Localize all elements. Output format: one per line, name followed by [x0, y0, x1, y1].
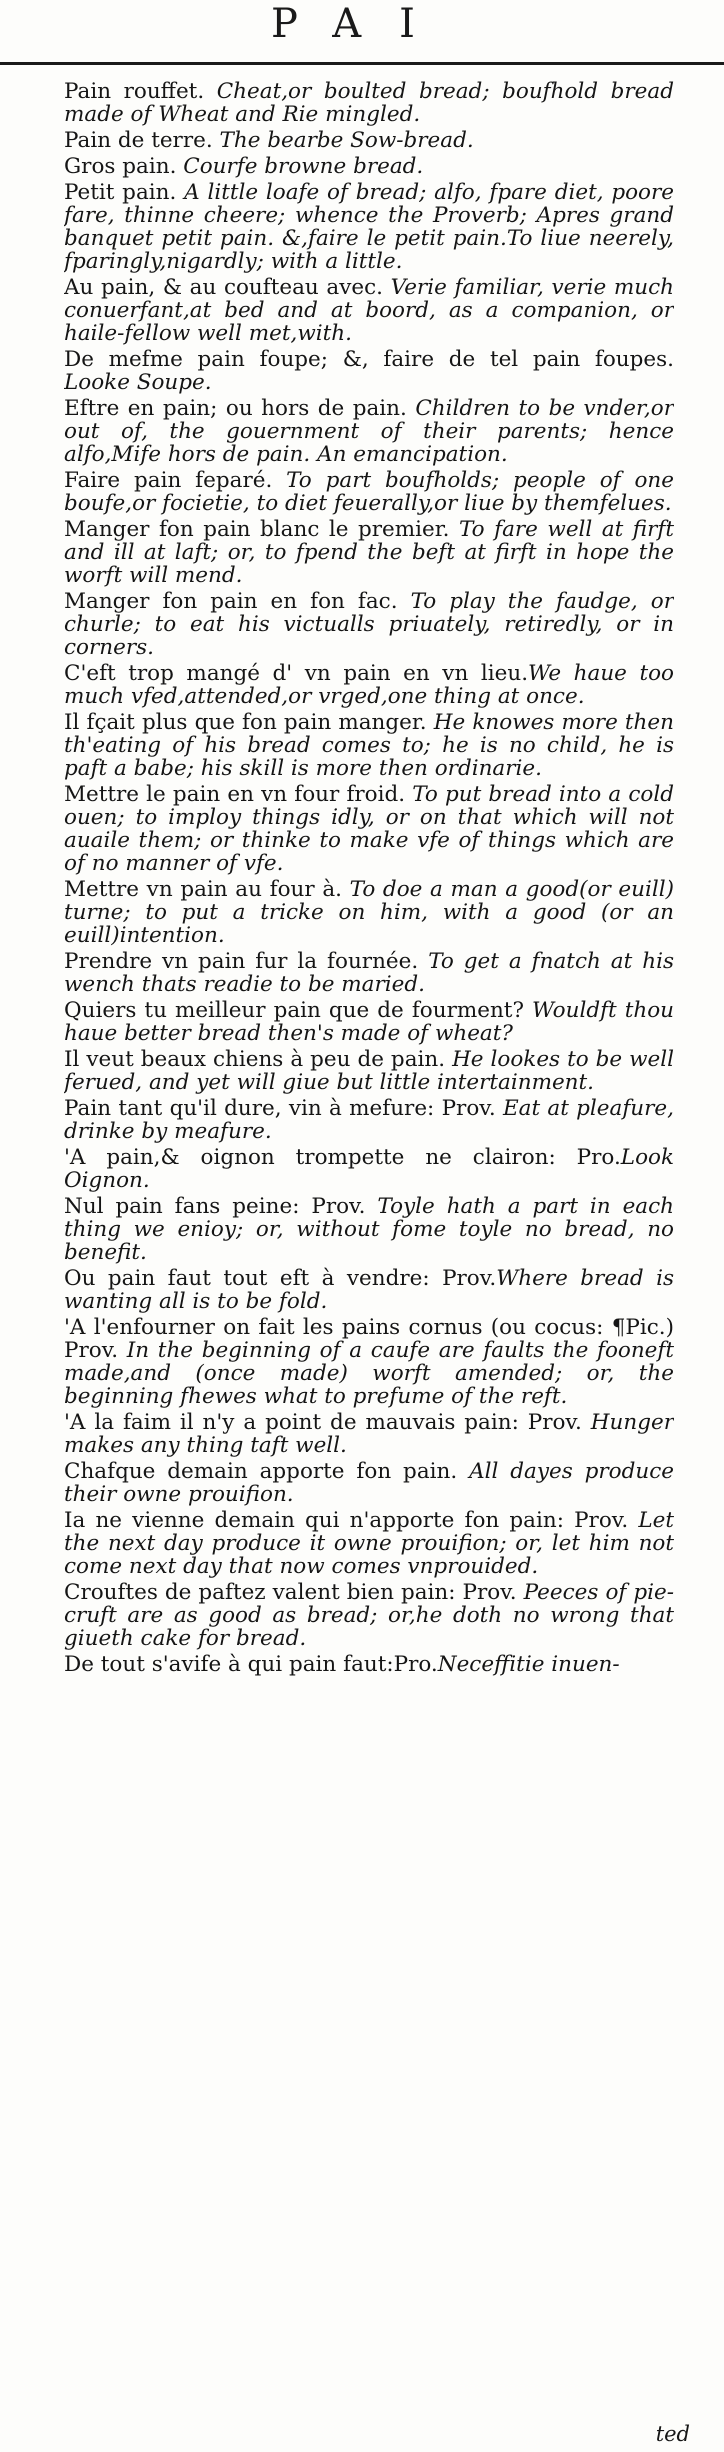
entry-translation: To part boufholds; people of one boufe,or focietie, to diet feuerally,or liue by themfelues.	[64, 468, 674, 516]
entry-headword: Pain de terre.	[64, 128, 220, 153]
entry-headword: Au pain, & au coufteau avec.	[64, 275, 391, 300]
dictionary-entry	[64, 276, 674, 345]
entry-headword: Eftre en pain; ou hors de pain.	[64, 396, 416, 421]
entry-headword: Gros pain.	[64, 154, 184, 179]
entry-translation: To play the faudge, or churle; to eat his victualls priuately, retiredly, or in corners.	[64, 589, 674, 660]
entry-headword: Nul pain fans peine: Prov.	[64, 1194, 378, 1219]
entry-translation: Looke Soupe.	[64, 370, 212, 395]
entry-translation: He knowes more then th'eating of his bread comes to; he is no child, he is paft a babe; his skill is more then ordinarie.	[64, 710, 674, 781]
dictionary-entry	[64, 397, 674, 466]
header-rule	[0, 62, 724, 65]
entry-headword: Il veut beaux chiens à peu de pain.	[64, 1047, 453, 1072]
entry-translation: The bearbe Sow-bread.	[219, 128, 474, 153]
entry-translation: A little loafe of bread; alfo, fpare diet, poore fare, thinne cheere; whence the Proverb; Apres grand banquet petit pain. &,faire le petit pain.To liue neerely, fparingly,nigardly; with a little.	[64, 180, 674, 274]
entry-translation: Hunger makes any thing taft well.	[64, 1410, 674, 1458]
entry-headword: 'A la faim il n'y a point de mauvais pain: Prov.	[64, 1410, 591, 1435]
entry-list	[64, 80, 674, 2445]
entry-headword: Crouftes de paftez valent bien pain: Prov.	[64, 1580, 524, 1605]
dictionary-entry	[64, 590, 674, 659]
dictionary-entry	[64, 1267, 674, 1313]
entry-translation: In the beginning of a caufe are faults the fooneft made,and (once made) worft amended; or, the beginning fhewes what to prefume of the reft.	[64, 1338, 674, 1409]
entry-headword: Ia ne vienne demain qui n'apporte fon pain: Prov.	[64, 1508, 639, 1533]
entry-headword: 'A l'enfourner on fait les pains cornus (ou cocus: ¶Pic.) Prov.	[64, 1315, 674, 1363]
dictionary-entry	[64, 1581, 674, 1650]
entry-headword: Petit pain.	[64, 180, 185, 205]
entry-translation: Peeces of pie-cruft are as good as bread; or,he doth no wrong that giueth cake for bread.	[64, 1580, 674, 1651]
entry-headword: 'A pain,& oignon trompette ne clairon: Pro.	[64, 1145, 621, 1170]
catchword: ted	[655, 2422, 690, 2446]
dictionary-entry	[64, 1460, 674, 1506]
dictionary-entry	[64, 80, 674, 126]
entry-translation: Toyle hath a part in each thing we enioy; or, without fome toyle no bread, no benefit.	[64, 1194, 674, 1265]
dictionary-entry	[64, 129, 674, 152]
entry-headword: Il fçait plus que fon pain manger.	[64, 710, 434, 735]
entry-translation: Neceffitie inuen-	[437, 1652, 620, 1677]
dictionary-entry	[64, 181, 674, 273]
dictionary-entry	[64, 518, 674, 587]
dictionary-entry	[64, 1316, 674, 1408]
dictionary-entry	[64, 662, 674, 708]
dictionary-entry	[64, 1048, 674, 1094]
dictionary-entry	[64, 950, 674, 996]
entry-translation: Wouldft thou haue better bread then's made of wheat?	[64, 998, 674, 1046]
entry-headword: De mefme pain foupe; &, faire de tel pain foupes.	[64, 347, 674, 372]
dictionary-entry	[64, 711, 674, 780]
entry-headword: Manger fon pain en fon fac.	[64, 589, 411, 614]
entry-headword: Pain rouffet.	[64, 80, 217, 104]
dictionary-entry	[64, 155, 674, 178]
entry-headword: Pain tant qu'il dure, vin à mefure: Prov.	[64, 1096, 503, 1121]
entry-headword: Prendre vn pain fur la fournée.	[64, 949, 429, 974]
entry-headword: Mettre vn pain au four à.	[64, 877, 350, 902]
dictionary-entry	[64, 1509, 674, 1578]
entry-headword: Ou pain faut tout eft à vendre: Prov.	[64, 1266, 497, 1291]
entry-headword: Quiers tu meilleur pain que de fourment?	[64, 998, 533, 1023]
entry-translation: Where bread is wanting all is to be fold.	[64, 1266, 674, 1314]
dictionary-entry	[64, 1146, 674, 1192]
dictionary-entry	[64, 1653, 674, 1676]
entry-translation: He lookes to be well ferued, and yet will giue but little intertainment.	[64, 1047, 674, 1095]
dictionary-entry	[64, 348, 674, 394]
dictionary-entry	[64, 1097, 674, 1143]
dictionary-entry	[64, 999, 674, 1045]
dictionary-entry	[64, 1411, 674, 1457]
entry-translation: Let the next day produce it owne prouifion; or, let him not come next day that now comes vnprouided.	[64, 1508, 674, 1579]
entry-headword: Faire pain feparé.	[64, 468, 287, 493]
dictionary-entry	[64, 469, 674, 515]
entry-headword: Manger fon pain blanc le premier.	[64, 517, 459, 542]
page-header: PAI	[271, 1, 453, 47]
entry-translation: To doe a man a good(or euill) turne; to put a tricke on him, with a good (or an euill)intention.	[64, 877, 674, 948]
entry-translation: Cheat,or boulted bread; boufhold bread made of Wheat and Rie mingled.	[64, 80, 674, 127]
entry-translation: Look Oignon.	[64, 1145, 674, 1193]
entry-translation: To fare well at firft and ill at laft; or, to fpend the beft at firft in hope the worft will mend.	[64, 517, 674, 588]
entry-translation: Verie familiar, verie much conuerfant,at bed and at boord, as a companion, or haile-fellow well met,with.	[64, 275, 674, 346]
entry-translation: Children to be vnder,or out of, the gouernment of their parents; hence alfo,Mife hors de pain. An emancipation.	[64, 396, 674, 467]
dictionary-entry	[64, 878, 674, 947]
dictionary-entry	[64, 1195, 674, 1264]
entry-translation: To get a fnatch at his wench thats readie to be maried.	[64, 949, 674, 997]
entry-headword: Mettre le pain en vn four froid.	[64, 782, 413, 807]
entry-translation: We haue too much vfed,attended,or vrged,one thing at once.	[64, 661, 674, 709]
entry-translation: To put bread into a cold ouen; to imploy things idly, or on that which will not auaile them; or thinke to make vfe of things which are of no manner of vfe.	[64, 782, 674, 876]
entry-headword: C'eft trop mangé d' vn pain en vn lieu.	[64, 661, 529, 686]
entry-headword: De tout s'avife à qui pain faut:Pro.	[64, 1652, 438, 1677]
dictionary-entry	[64, 783, 674, 875]
entry-translation: All dayes produce their owne prouifion.	[64, 1459, 674, 1507]
entry-headword: Chafque demain apporte fon pain.	[64, 1459, 470, 1484]
entry-translation: Eat at pleafure, drinke by meafure.	[64, 1096, 674, 1144]
entry-translation: Courfe browne bread.	[183, 154, 424, 179]
